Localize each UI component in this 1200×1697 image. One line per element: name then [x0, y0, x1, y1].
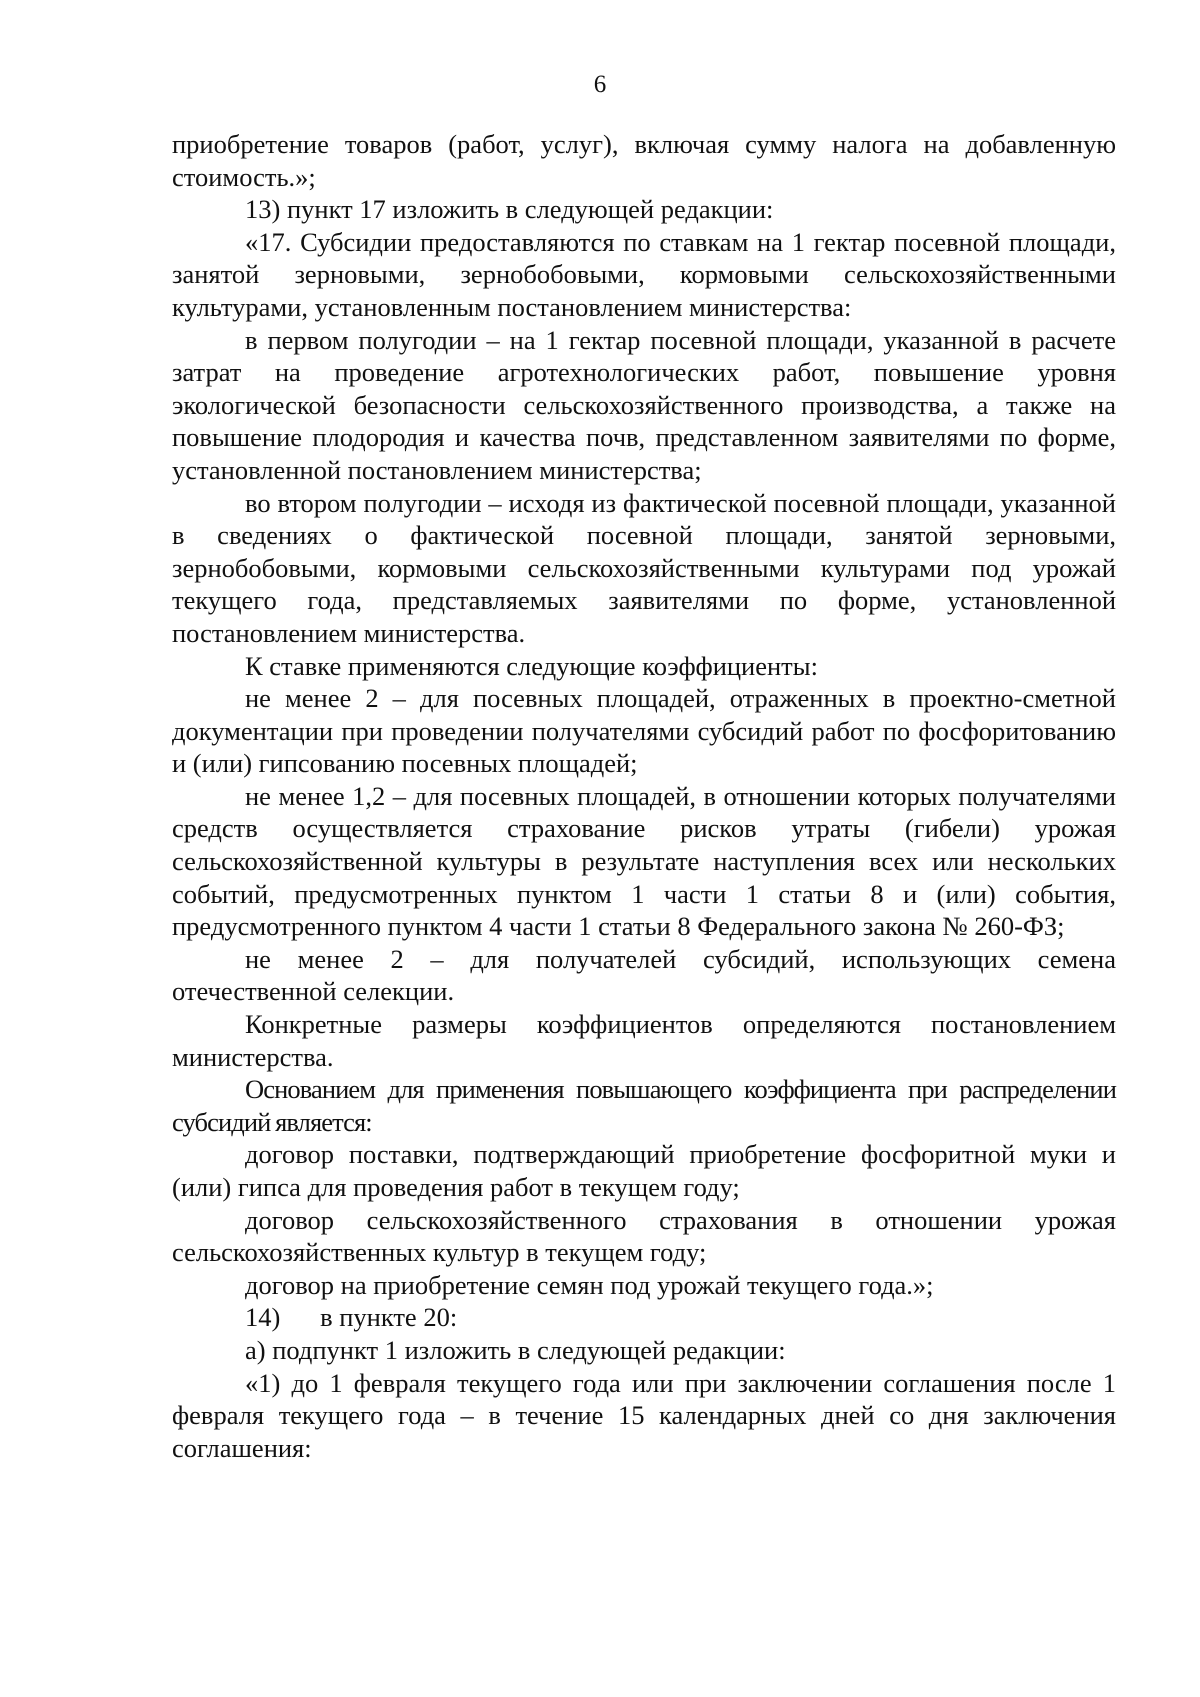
page-number: 6: [593, 71, 607, 98]
paragraph-subitem-a: а) подпункт 1 изложить в следующей редакции:: [245, 1334, 786, 1365]
paragraph-item-13: 13) пункт 17 изложить в следующей редакции:: [245, 194, 774, 225]
paragraph-coefficients-intro: К ставке применяются следующие коэффициенты:: [245, 650, 818, 681]
paragraph-item-14: 14) в пункте 20:: [245, 1302, 458, 1333]
paragraph-second-half-year: во втором полугодии – исходя из фактической посевной площади, указанной в сведениях о фактической посевной площади, занятой зерновыми, зернобобовыми, кормовыми сельскохозяйственными культурами под урожай текущего года, представляемых заявителями по форме, установленной постановлением министерства.: [172, 487, 1116, 648]
paragraph-coefficient-insurance: не менее 1,2 – для посевных площадей, в отношении которых получателями средств осуществляется страхование рисков утраты (гибели) урожая сельскохозяйственной культуры в результате наступления всех или нескольких событий, предусмотренных пунктом 1 части 1 статьи 8 и (или) события, предусмотренного пунктом 4 части 1 статьи 8 Федерального закона № 260-ФЗ;: [172, 780, 1116, 942]
paragraph-supply-contract: договор поставки, подтверждающий приобретение фосфоритной муки и (или) гипса для проведения работ в текущем году;: [172, 1139, 1116, 1202]
document-body: [172, 128, 1116, 1464]
paragraph-insurance-contract: договор сельскохозяйственного страхования в отношении урожая сельскохозяйственных культур в текущем году;: [172, 1204, 1116, 1268]
paragraph-clause-17: «17. Субсидии предоставляются по ставкам на 1 гектар посевной площади, занятой зерновыми, зернобобовыми, кормовыми сельскохозяйственными культурами, установленным постановлением министерства:: [172, 226, 1116, 322]
paragraph-subitem-1: «1) до 1 февраля текущего года или при заключении соглашения после 1 февраля текущего года – в течение 15 календарных дней со дня заключения соглашения:: [172, 1367, 1116, 1463]
paragraph-coefficient-sizes: Конкретные размеры коэффициентов определяются постановлением министерства.: [172, 1009, 1116, 1072]
paragraph-continuation: приобретение товаров (работ, услуг), включая сумму налога на добавленную стоимость.»;: [172, 129, 1116, 192]
paragraph-coefficient-seeds: не менее 2 – для получателей субсидий, использующих семена отечественной селекции.: [172, 943, 1116, 1007]
paragraph-first-half-year: в первом полугодии – на 1 гектар посевной площади, указанной в расчете затрат на проведение агротехнологических работ, повышение уровня экологической безопасности сельскохозяйственного производства, а также на повышение плодородия и качества почв, представленном заявителями по форме, установленной постановлением министерства;: [172, 324, 1116, 485]
paragraph-seed-contract: договор на приобретение семян под урожай текущего года.»;: [245, 1269, 934, 1300]
paragraph-grounds: Основанием для применения повышающего коэффициента при распределении субсидий является:: [172, 1074, 1116, 1137]
paragraph-coefficient-phosphate: не менее 2 – для посевных площадей, отраженных в проектно-сметной документации при проведении получателями субсидий работ по фосфоритованию и (или) гипсованию посевных площадей;: [172, 683, 1116, 779]
